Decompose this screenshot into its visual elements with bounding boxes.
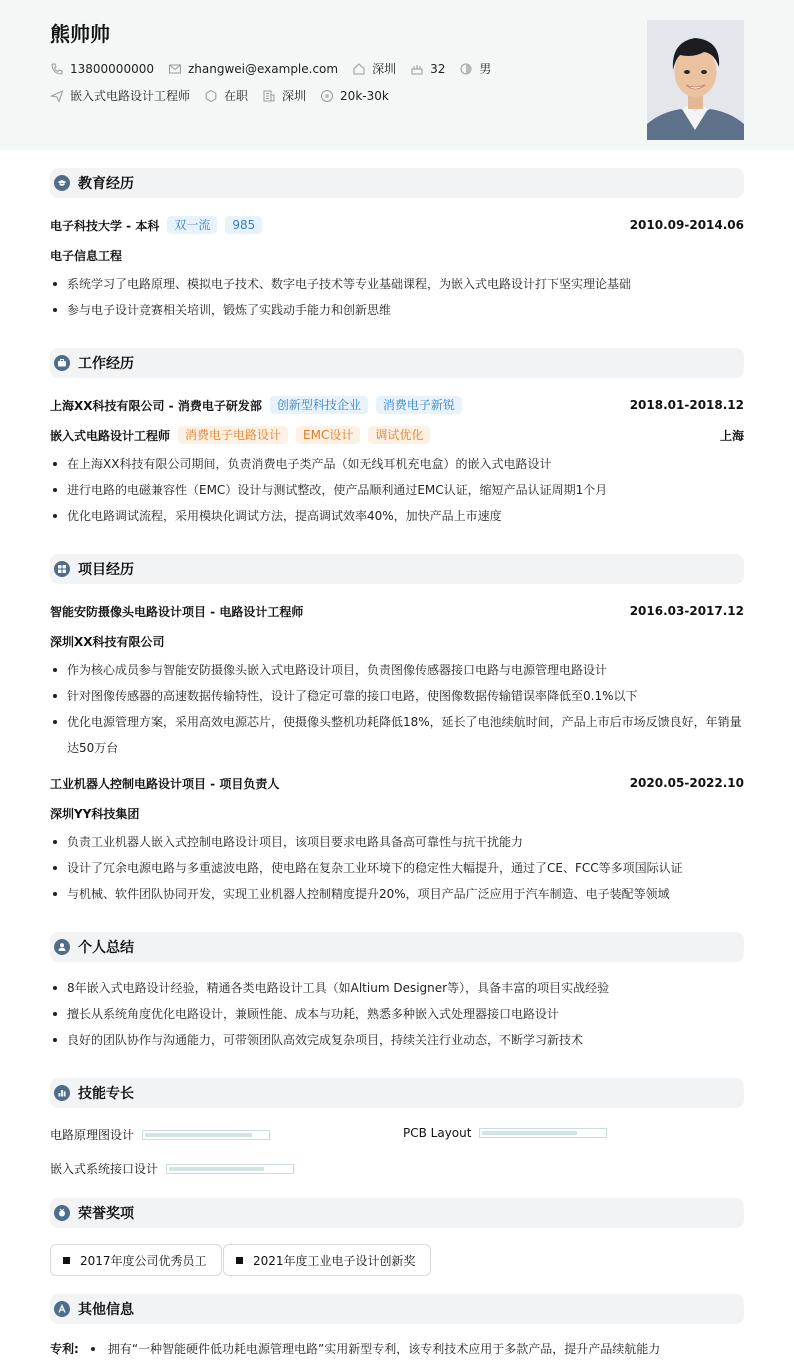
project-company: 深圳YY科技集团 (50, 806, 140, 821)
phone-text: 13800000000 (70, 61, 154, 76)
phone-icon (50, 62, 64, 76)
project-header-row (50, 772, 744, 794)
gender-text: 男 (479, 62, 492, 76)
building-icon (262, 89, 276, 103)
work-role-tag: 消费电子电路设计 (178, 426, 288, 444)
list-item: 优化电路调试流程，采用模块化调试方法，提高调试效率40%，加快产品上市速度 (50, 503, 744, 529)
list-item: 良好的团队协作与沟通能力，可带领团队高效完成复杂项目，持续关注行业动态，不断学习新技术 (50, 1027, 744, 1053)
skill-name: PCB Layout (403, 1126, 472, 1140)
section-summary (50, 932, 744, 962)
project-header-row (50, 600, 744, 622)
work-company-tag: 消费电子新锐 (376, 396, 462, 414)
education-header-row (50, 214, 744, 236)
education-major-row (50, 244, 744, 266)
skill-name: 嵌入式系统接口设计 (50, 1162, 159, 1176)
salary-icon (320, 89, 334, 103)
target-city-item (262, 87, 306, 104)
project-company: 深圳XX科技有限公司 (50, 634, 165, 649)
other-info-row (50, 1340, 744, 1357)
other-text: 拥有“一种智能硬件低功耗电源管理电路”实用新型专利，该专利技术应用于多款产品，提升产品续航能力 (107, 1342, 661, 1356)
age-item (410, 62, 445, 76)
bar-chart-icon (54, 1085, 70, 1101)
project-company-row (50, 802, 744, 824)
mail-icon (168, 62, 182, 76)
target-job-item (50, 87, 190, 104)
square-bullet-icon (63, 1257, 70, 1264)
list-item: 参与电子设计竞赛相关培训，锻炼了实践动手能力和创新思维 (50, 297, 744, 323)
section-honors (50, 1198, 744, 1228)
education-period: 2010.09-2014.06 (629, 218, 744, 232)
project-bullets (50, 829, 744, 907)
education-school: 电子科技大学 - 本科 (50, 218, 160, 233)
award-text: 2017年度公司优秀员工 (80, 1253, 207, 1268)
work-role-tag: EMC设计 (296, 426, 360, 444)
resume-header (0, 0, 794, 150)
email-item (168, 62, 338, 76)
section-other (50, 1294, 744, 1324)
work-company: 上海XX科技有限公司 - 消费电子研发部 (50, 398, 262, 413)
project-company-row (50, 630, 744, 652)
list-item: 与机械、软件团队协同开发，实现工业机器人控制精度提升20%，项目产品广泛应用于汽车制造、电子装配等领域 (50, 881, 744, 907)
skill-bar-fill (482, 1131, 577, 1135)
work-header-row (50, 394, 744, 416)
project-period: 2016.03-2017.12 (629, 604, 744, 618)
skill-bar (166, 1164, 294, 1174)
education-major: 电子信息工程 (50, 248, 123, 263)
status-item (204, 87, 248, 104)
award-chip (223, 1244, 431, 1276)
section-title: 荣誉奖项 (78, 1206, 134, 1222)
job-intent-row (50, 87, 403, 104)
salary-item (320, 89, 389, 103)
city-text: 深圳 (372, 62, 397, 76)
status-icon (204, 89, 218, 103)
work-role: 嵌入式电路设计工程师 (50, 428, 171, 443)
project-bullets (50, 657, 744, 761)
project-title: 智能安防摄像头电路设计项目 - 电路设计工程师 (50, 604, 304, 619)
section-title: 工作经历 (78, 356, 134, 372)
bullet-dot-icon (91, 1347, 95, 1351)
location-icon (352, 62, 366, 76)
work-period: 2018.01-2018.12 (629, 398, 744, 412)
skill-bar (142, 1130, 270, 1140)
skill-name: 电路原理图设计 (50, 1128, 135, 1142)
info-icon (54, 1301, 70, 1317)
list-item: 擅长从系统角度优化电路设计，兼顾性能、成本与功耗，熟悉多种嵌入式处理器接口电路设计 (50, 1001, 744, 1027)
award-text: 2021年度工业电子设计创新奖 (253, 1253, 416, 1268)
work-company-group (50, 396, 462, 414)
phone-item (50, 62, 154, 76)
skill-bar-fill (169, 1167, 264, 1171)
project-period: 2020.05-2022.10 (629, 776, 744, 790)
list-item: 8年嵌入式电路设计经验，精通各类电路设计工具（如Altium Designer等），具备丰富的项目实战经验 (50, 975, 744, 1001)
city-item (352, 60, 396, 77)
target-job-text: 嵌入式电路设计工程师 (70, 89, 191, 103)
section-projects (50, 554, 744, 584)
work-company-tag: 创新型科技企业 (270, 396, 368, 414)
list-item: 针对图像传感器的高速数据传输特性，设计了稳定可靠的接口电路，使图像数据传输错误率降低至0.1%以下 (50, 683, 744, 709)
square-bullet-icon (236, 1257, 243, 1264)
skill-item (50, 1126, 270, 1143)
skill-bar-fill (145, 1133, 252, 1137)
medal-icon (54, 1205, 70, 1221)
section-title: 个人总结 (78, 940, 134, 956)
work-role-group (50, 426, 430, 444)
education-tag: 985 (225, 216, 262, 234)
age-text: 32 (430, 61, 446, 76)
skill-item (403, 1126, 607, 1140)
education-school-group (50, 216, 262, 234)
grid-icon (54, 561, 70, 577)
skill-bar (479, 1128, 607, 1138)
skill-item (50, 1160, 294, 1177)
age-icon (410, 62, 424, 76)
list-item: 系统学习了电路原理、模拟电子技术、数字电子技术等专业基础课程，为嵌入式电路设计打下坚实理论基础 (50, 271, 744, 297)
list-item: 设计了冗余电源电路与多重滤波电路，使电路在复杂工业环境下的稳定性大幅提升，通过了CE、FCC等多项国际认证 (50, 855, 744, 881)
status-text: 在职 (224, 89, 249, 103)
list-item: 负责工业机器人嵌入式控制电路设计项目，该项目要求电路具备高可靠性与抗干扰能力 (50, 829, 744, 855)
education-tag: 双一流 (167, 216, 217, 234)
user-icon (54, 939, 70, 955)
section-title: 项目经历 (78, 562, 134, 578)
target-city-text: 深圳 (282, 89, 307, 103)
summary-bullets (50, 975, 744, 1053)
briefcase-icon (54, 355, 70, 371)
work-role-tag: 调试优化 (368, 426, 430, 444)
profile-photo (647, 20, 744, 140)
graduation-cap-icon (54, 175, 70, 191)
section-title: 技能专长 (78, 1086, 134, 1102)
education-bullets (50, 271, 744, 323)
section-title: 教育经历 (78, 176, 134, 192)
salary-text: 20k-30k (340, 88, 389, 103)
list-item: 在上海XX科技有限公司期间，负责消费电子类产品（如无线耳机充电盒）的嵌入式电路设计 (50, 451, 744, 477)
email-text: zhangwei@example.com (187, 61, 339, 76)
work-location: 上海 (719, 428, 744, 443)
section-education (50, 168, 744, 198)
section-title: 其他信息 (78, 1302, 134, 1318)
send-icon (50, 89, 64, 103)
work-role-row (50, 424, 744, 446)
other-label: 专利: (50, 1342, 79, 1356)
gender-icon (459, 62, 473, 76)
list-item: 作为核心成员参与智能安防摄像头嵌入式电路设计项目，负责图像传感器接口电路与电源管理电路设计 (50, 657, 744, 683)
list-item: 进行电路的电磁兼容性（EMC）设计与测试整改，使产品顺利通过EMC认证，缩短产品认证周期1个月 (50, 477, 744, 503)
contact-row (50, 60, 505, 77)
project-title: 工业机器人控制电路设计项目 - 项目负责人 (50, 776, 280, 791)
section-work (50, 348, 744, 378)
candidate-name: 熊帅帅 (50, 22, 110, 46)
list-item: 优化电源管理方案，采用高效电源芯片，使摄像头整机功耗降低18%，延长了电池续航时间，产品上市后市场反馈良好，年销量达50万台 (50, 709, 744, 761)
award-chip (50, 1244, 222, 1276)
work-bullets (50, 451, 744, 529)
section-skills (50, 1078, 744, 1108)
gender-item (459, 60, 491, 77)
